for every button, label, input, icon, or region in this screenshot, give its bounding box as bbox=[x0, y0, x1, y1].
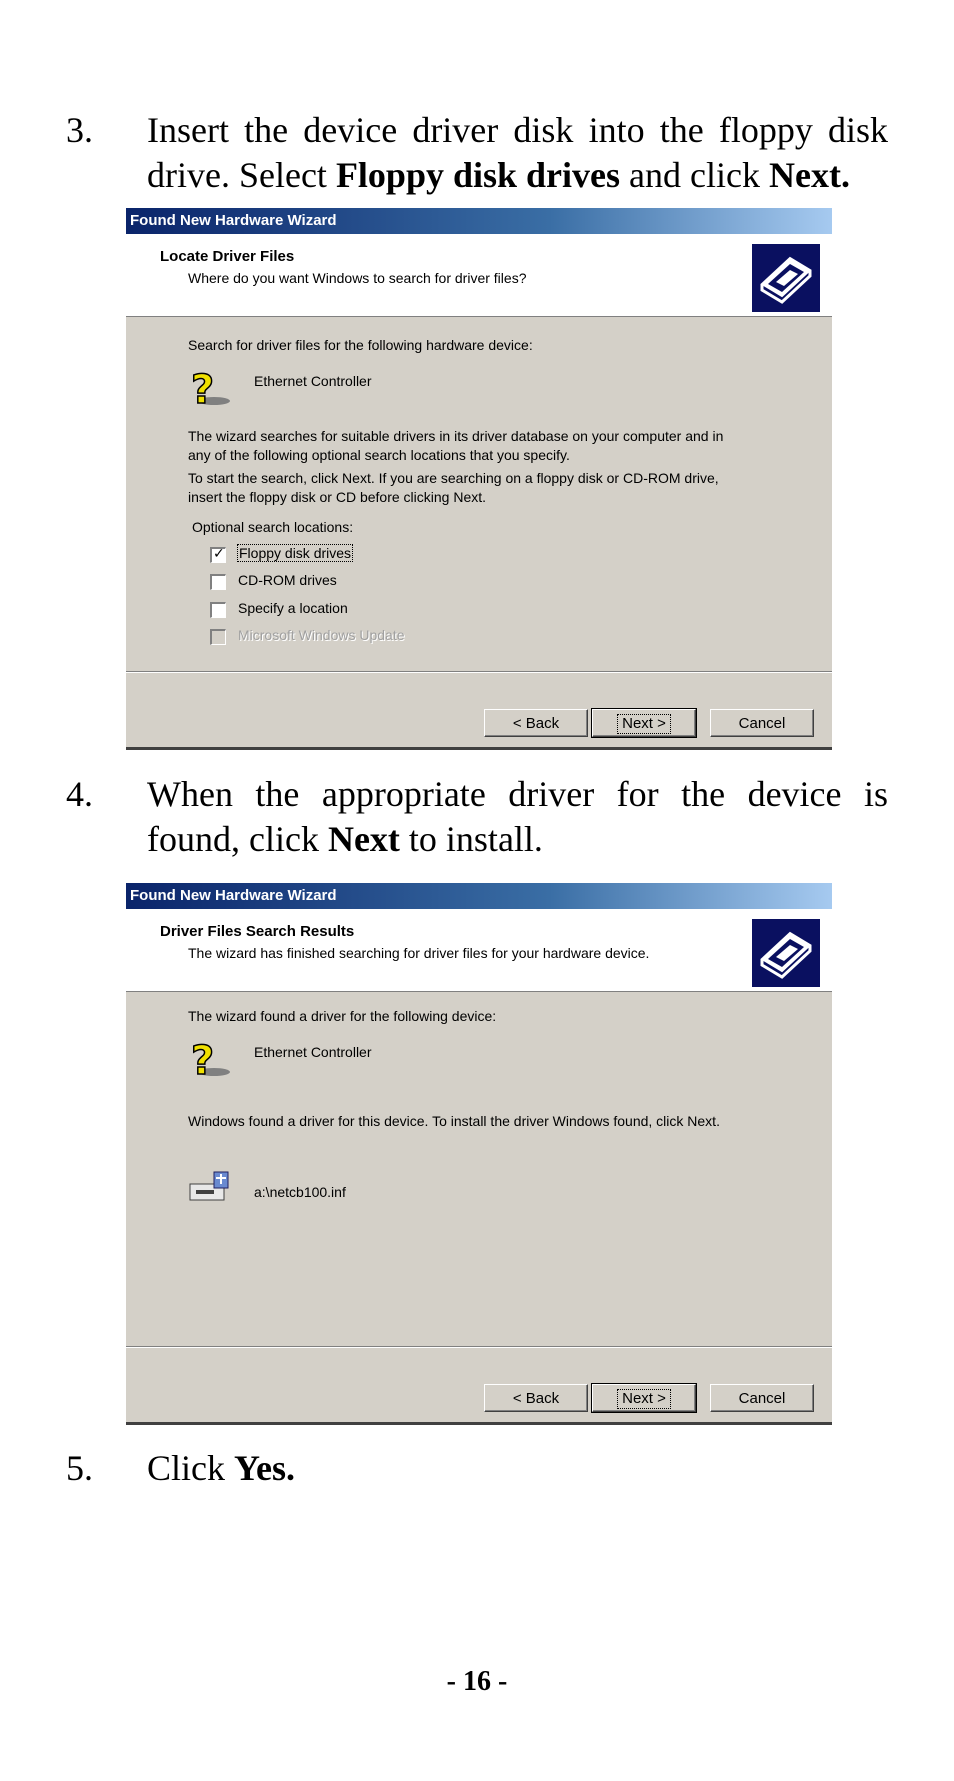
svg-text:?: ? bbox=[191, 1038, 215, 1080]
checkbox-box[interactable] bbox=[210, 602, 226, 618]
checkbox-label[interactable]: CD-ROM drives bbox=[238, 572, 337, 588]
step-number: 3. bbox=[66, 110, 93, 150]
unknown-device-icon bbox=[188, 365, 232, 409]
driver-file-icon bbox=[188, 1166, 232, 1210]
description-line: any of the following optional search locations that you specify. bbox=[188, 447, 570, 463]
driver-file-path: a:\netcb100.inf bbox=[254, 1184, 346, 1200]
wizard-driver-search-results bbox=[126, 883, 832, 1425]
instruction-line: insert the floppy disk or CD before clicking Next. bbox=[188, 489, 487, 505]
button-separator bbox=[126, 1346, 832, 1348]
header-subtitle: Where do you want Windows to search for driver files? bbox=[188, 270, 527, 286]
unknown-device-icon bbox=[188, 1036, 232, 1080]
wizard-title-bar: Found New Hardware Wizard bbox=[126, 883, 832, 909]
checkbox-label[interactable]: Specify a location bbox=[238, 600, 348, 616]
checkbox-box bbox=[210, 629, 226, 645]
step-number: 4. bbox=[66, 774, 93, 814]
hardware-wizard-icon bbox=[752, 919, 820, 987]
back-button[interactable]: < Back bbox=[484, 709, 588, 737]
next-button[interactable]: Next > bbox=[592, 1384, 696, 1412]
step-text: When the appropriate driver for the device is found, click Next to install. bbox=[147, 774, 888, 859]
checkbox-box[interactable] bbox=[210, 574, 226, 590]
checkbox-box[interactable] bbox=[210, 547, 226, 563]
wizard-title-bar: Found New Hardware Wizard bbox=[126, 208, 832, 234]
back-button[interactable]: < Back bbox=[484, 1384, 588, 1412]
device-name: Ethernet Controller bbox=[254, 373, 372, 389]
check-icon: ✓ bbox=[213, 545, 225, 561]
wizard-locate-driver-files bbox=[126, 208, 832, 750]
device-name: Ethernet Controller bbox=[254, 1044, 372, 1060]
next-button[interactable]: Next > bbox=[592, 709, 696, 737]
cancel-button[interactable]: Cancel bbox=[710, 709, 814, 737]
wizard-header bbox=[126, 909, 832, 992]
header-title: Driver Files Search Results bbox=[160, 923, 355, 940]
intro-text: Search for driver files for the following hardware device: bbox=[188, 337, 533, 353]
checkbox-label[interactable]: Floppy disk drives bbox=[239, 545, 352, 561]
step-number: 5. bbox=[66, 1448, 93, 1488]
instruction-line: To start the search, click Next. If you are searching on a floppy disk or CD-ROM drive, bbox=[188, 470, 719, 486]
header-title: Locate Driver Files bbox=[160, 248, 295, 265]
hardware-wizard-icon bbox=[752, 244, 820, 312]
cancel-button[interactable]: Cancel bbox=[710, 1384, 814, 1412]
step-text: Click Yes. bbox=[147, 1448, 295, 1488]
svg-text:?: ? bbox=[191, 367, 215, 409]
optional-locations-label: Optional search locations: bbox=[192, 519, 354, 535]
found-driver-text: Windows found a driver for this device. To install the driver Windows found, click Next. bbox=[188, 1113, 720, 1129]
page-number: - 16 - bbox=[446, 1666, 508, 1697]
header-subtitle: The wizard has finished searching for driver files for your hardware device. bbox=[188, 945, 650, 961]
description-line: The wizard searches for suitable drivers in its driver database on your computer and in bbox=[188, 428, 724, 444]
step-text: Insert the device driver disk into the floppy disk drive. Select Floppy disk drives and click Next. bbox=[147, 110, 888, 195]
intro-text: The wizard found a driver for the following device: bbox=[188, 1008, 497, 1024]
button-separator bbox=[126, 671, 832, 673]
checkbox-label: Microsoft Windows Update bbox=[238, 627, 405, 643]
wizard-header bbox=[126, 234, 832, 317]
